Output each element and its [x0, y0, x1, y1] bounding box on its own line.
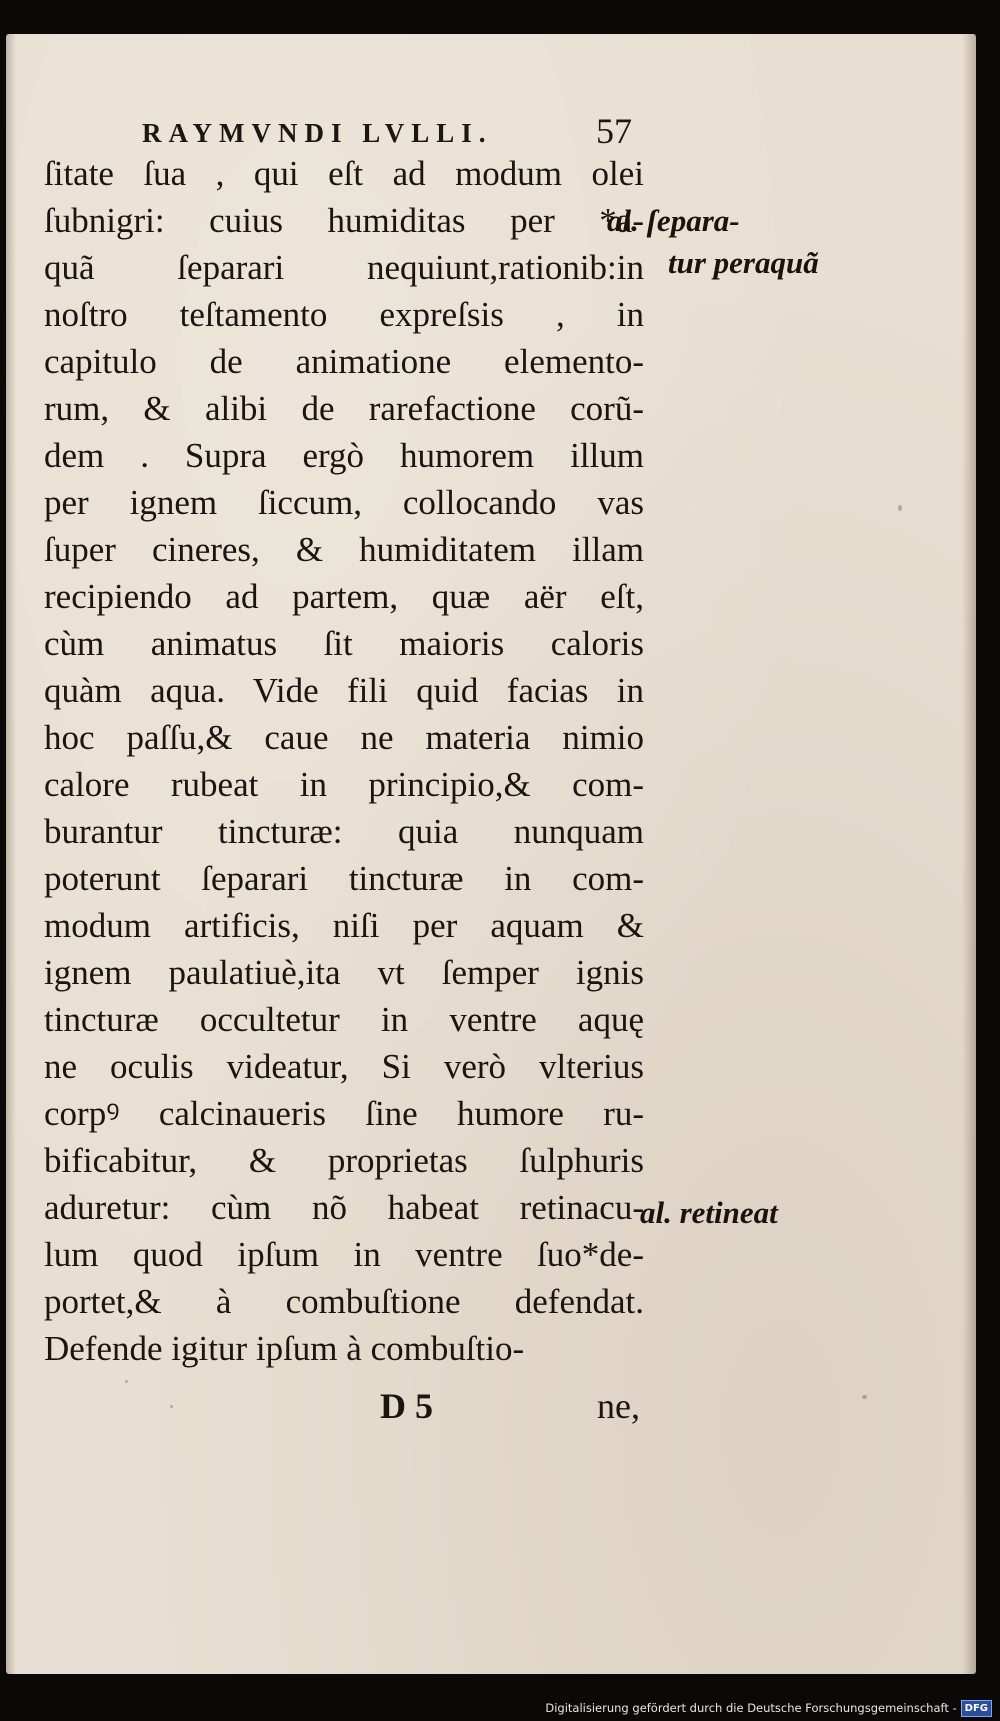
signature-mark: D 5: [380, 1386, 433, 1426]
text-line: portet,& à combuſtione defendat.: [44, 1282, 644, 1321]
text-line: lum quod ipſum in ventre ſuo*de-: [44, 1235, 644, 1274]
paper-speck: [125, 1380, 128, 1383]
paper-speck: [862, 1395, 867, 1399]
text-line: ne oculis videatur, Si verò vlterius: [44, 1047, 644, 1086]
text-line: tincturæ occultetur in ventre aquę: [44, 1000, 644, 1039]
text-line: calore rubeat in principio,& com-: [44, 765, 644, 804]
text-line: ignem paulatiuè,ita vt ſemper ignis: [44, 953, 644, 992]
signature-line: [380, 1385, 640, 1433]
text-line: burantur tincturæ: quia nunquam: [44, 812, 644, 851]
paper-speck: [898, 505, 902, 511]
text-line: dem . Supra ergò humorem illum: [44, 436, 644, 475]
text-line: corpꝰ calcinaueris ſine humore ru-: [44, 1094, 644, 1133]
text-line: modum artificis, niſi per aquam &: [44, 906, 644, 945]
text-line: per ignem ſiccum, collocando vas: [44, 483, 644, 522]
paper-speck: [170, 1405, 173, 1408]
text-line: aduretur: cùm nõ habeat retinacu-: [44, 1188, 644, 1227]
body-text: [44, 150, 644, 1372]
text-line: cùm animatus ſit maioris caloris: [44, 624, 644, 663]
page-edge-shadow-right: [962, 34, 976, 1674]
marginal-note: al. retineat: [640, 1195, 778, 1230]
marginal-note: al. ſepara-: [607, 203, 740, 238]
digitization-credit: [545, 1697, 992, 1719]
text-line: quàm aqua. Vide fili quid facias in: [44, 671, 644, 710]
page-edge-shadow-left: [6, 34, 16, 1674]
catchword: ne,: [597, 1386, 640, 1426]
text-line: poterunt ſeparari tincturæ in com-: [44, 859, 644, 898]
text-line: quã ſeparari nequiunt,rationib:in: [44, 248, 644, 287]
text-line: noſtro teſtamento expreſsis , in: [44, 295, 644, 334]
text-line: ſitate ſua , qui eſt ad modum olei: [44, 154, 644, 193]
text-line: ſubnigri: cuius humiditas per *a-: [44, 201, 644, 240]
text-line: rum, & alibi de rarefactione corũ-: [44, 389, 644, 428]
dfg-logo: DFG: [961, 1700, 992, 1717]
page-number: 57: [596, 111, 632, 151]
text-line: capitulo de animatione elemento-: [44, 342, 644, 381]
text-line: bificabitur, & proprietas ſulphuris: [44, 1141, 644, 1180]
marginal-note: tur peraquã: [668, 245, 819, 280]
running-title: RAYMVNDI LVLLI.: [142, 118, 493, 148]
text-line: recipiendo ad partem, quæ aër eſt,: [44, 577, 644, 616]
text-line: Defende igitur ipſum à combuſtio-: [44, 1329, 525, 1368]
text-line: ſuper cineres, & humiditatem illam: [44, 530, 644, 569]
credit-text: Digitalisierung gefördert durch die Deutsche Forschungsgemeinschaft -: [545, 1701, 957, 1715]
text-line: hoc paſſu,& caue ne materia nimio: [44, 718, 644, 757]
